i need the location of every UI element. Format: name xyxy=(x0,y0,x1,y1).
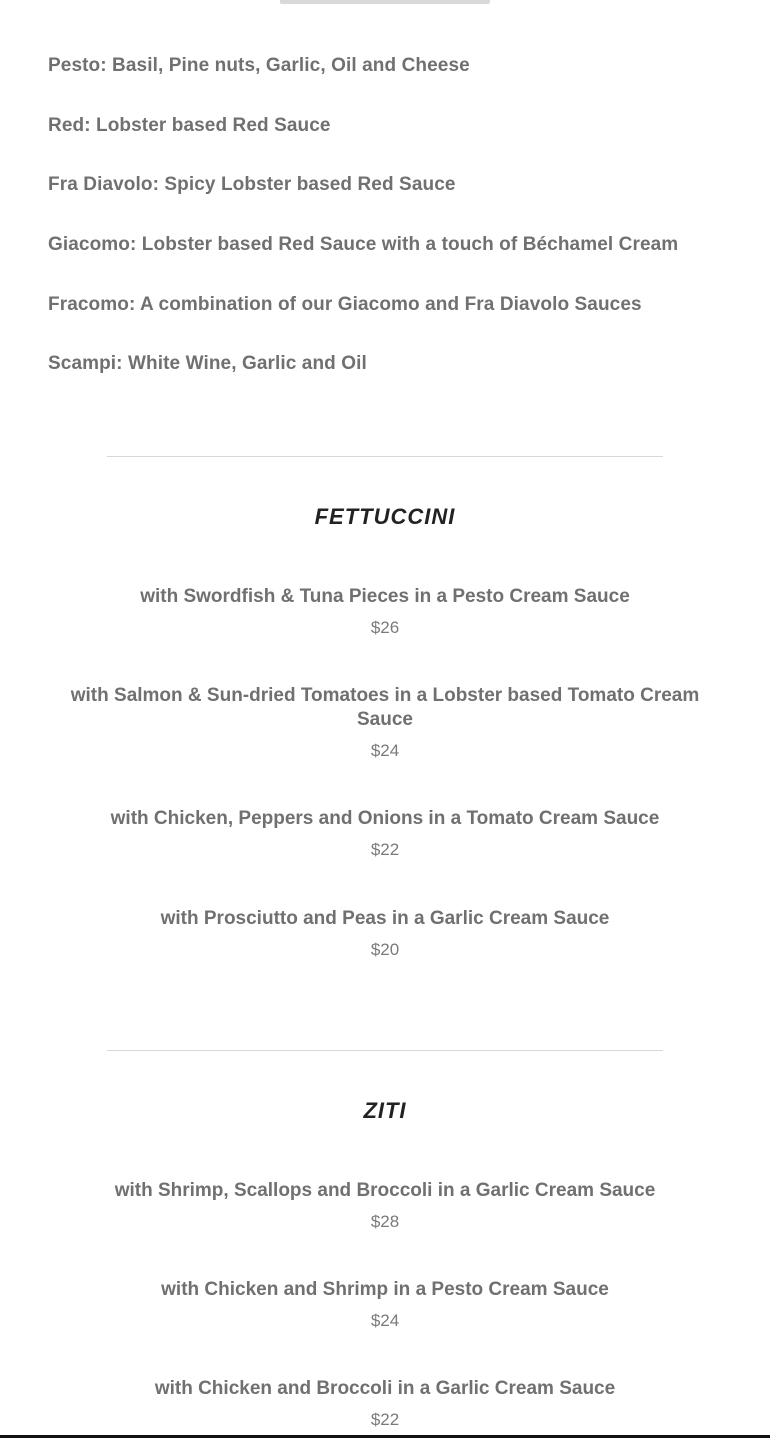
section-divider xyxy=(107,1050,663,1051)
section-title-ziti: ZITI xyxy=(363,1098,407,1123)
menu-item-price: $24 xyxy=(370,741,400,760)
sauce-item-scampi: Scampi: White Wine, Garlic and Oil xyxy=(48,353,367,375)
menu-item xyxy=(50,585,720,638)
menu-item-name: with Salmon & Sun-dried Tomatoes in a Lobster based Tomato Cream Sauce xyxy=(70,685,700,730)
sauce-item-red: Red: Lobster based Red Sauce xyxy=(48,114,331,136)
cut-off-heading xyxy=(0,0,770,6)
section-title-fettuccini: FETTUCCINI xyxy=(314,504,456,529)
menu-item xyxy=(50,1179,720,1232)
section-divider xyxy=(107,456,663,457)
menu-item-price: $20 xyxy=(370,940,400,959)
menu-item xyxy=(50,907,720,960)
sauce-list xyxy=(48,50,738,408)
menu-item-name: with Prosciutto and Peas in a Garlic Cream Sauce xyxy=(160,908,610,929)
menu-item-price: $28 xyxy=(370,1212,400,1231)
menu-item xyxy=(50,684,720,761)
menu-item-price: $24 xyxy=(370,1311,400,1330)
menu-item-name: with Swordfish & Tuna Pieces in a Pesto Cream Sauce xyxy=(140,586,630,607)
menu-item xyxy=(50,1377,720,1430)
sauce-item-fracomo: Fracomo: A combination of our Giacomo and Fra Diavolo Sauces xyxy=(48,293,642,315)
menu-item-price: $22 xyxy=(370,840,400,859)
menu-item-name: with Chicken, Peppers and Onions in a Tomato Cream Sauce xyxy=(110,808,660,829)
menu-item-price: $26 xyxy=(370,618,400,637)
menu-item-name: with Chicken and Shrimp in a Pesto Cream Sauce xyxy=(161,1279,609,1300)
menu-item xyxy=(50,1278,720,1331)
sauce-item-pesto: Pesto: Basil, Pine nuts, Garlic, Oil and Cheese xyxy=(48,55,470,76)
menu-item-name: with Shrimp, Scallops and Broccoli in a Garlic Cream Sauce xyxy=(114,1180,656,1201)
cut-off-heading-text xyxy=(280,0,490,4)
menu-item-name: with Chicken and Broccoli in a Garlic Cream Sauce xyxy=(154,1378,616,1399)
sauce-item-fra-diavolo: Fra Diavolo: Spicy Lobster based Red Sauce xyxy=(48,174,456,196)
sauce-item-giacomo: Giacomo: Lobster based Red Sauce with a touch of Béchamel Cream xyxy=(48,234,679,256)
menu-item-price: $22 xyxy=(370,1410,400,1429)
menu-item xyxy=(50,807,720,860)
